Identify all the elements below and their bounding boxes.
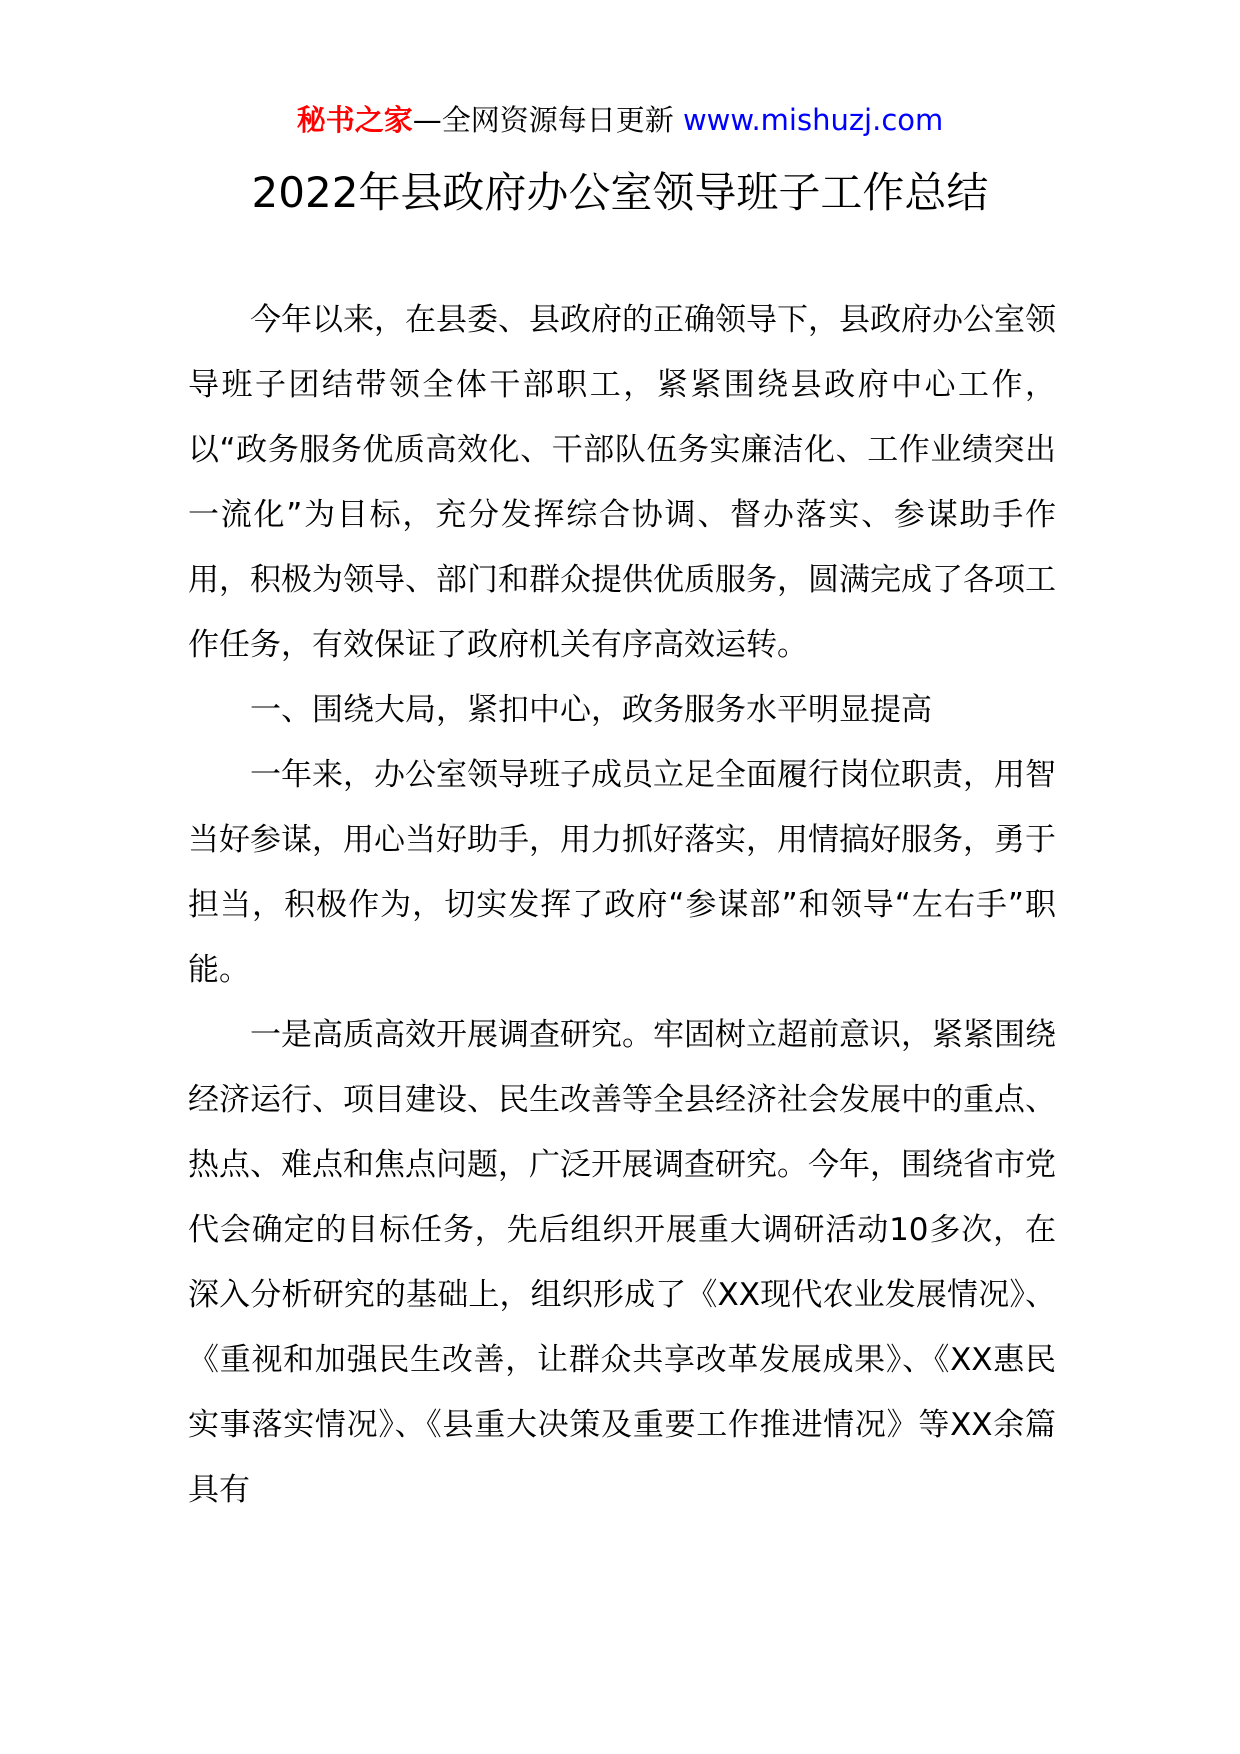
section-heading: 一、围绕大局，紧扣中心，政务服务水平明显提高 (250, 692, 932, 728)
body-paragraph: 一是高质高效开展调查研究。牢固树立超前意识，紧紧围绕经济运行、项目建设、民生改善等全县经济社会发展中的重点、热点、难点和焦点问题，广泛开展调查研究。今年，围绕省市党代会确定的目标任务，先后组织开展重大调研活动10多次，在深入分析研究的基础上，组织形成了《XX现代农业发展情况》、《重视和加强民生改善，让群众共享改革发展成果》、《XX惠民实事落实情况》、《县重大决策及重要工作推进情况》等XX余篇具有 (188, 1017, 1056, 1508)
body-paragraph: 一年来，办公室领导班子成员立足全面履行岗位职责，用智当好参谋，用心当好助手，用力抓好落实，用情搞好服务，勇于担当，积极作为，切实发挥了政府“参谋部”和领导“左右手”职能。 (188, 757, 1056, 988)
document-title: 2022年县政府办公室领导班子工作总结 (251, 168, 989, 217)
site-header (0, 100, 1240, 140)
site-brand: 秘书之家 (296, 103, 413, 137)
document-body (188, 288, 1056, 1523)
site-url-link[interactable]: www.mishuzj.com (682, 103, 944, 137)
site-tagline: —全网资源每日更新 (412, 103, 674, 137)
body-paragraph: 今年以来，在县委、县政府的正确领导下，县政府办公室领导班子团结带领全体干部职工，紧紧围绕县政府中心工作，以“政务服务优质高效化、干部队伍务实廉洁化、工作业绩突出一流化”为目标，充分发挥综合协调、督办落实、参谋助手作用，积极为领导、部门和群众提供优质服务，圆满完成了各项工作任务，有效保证了政府机关有序高效运转。 (188, 302, 1056, 663)
